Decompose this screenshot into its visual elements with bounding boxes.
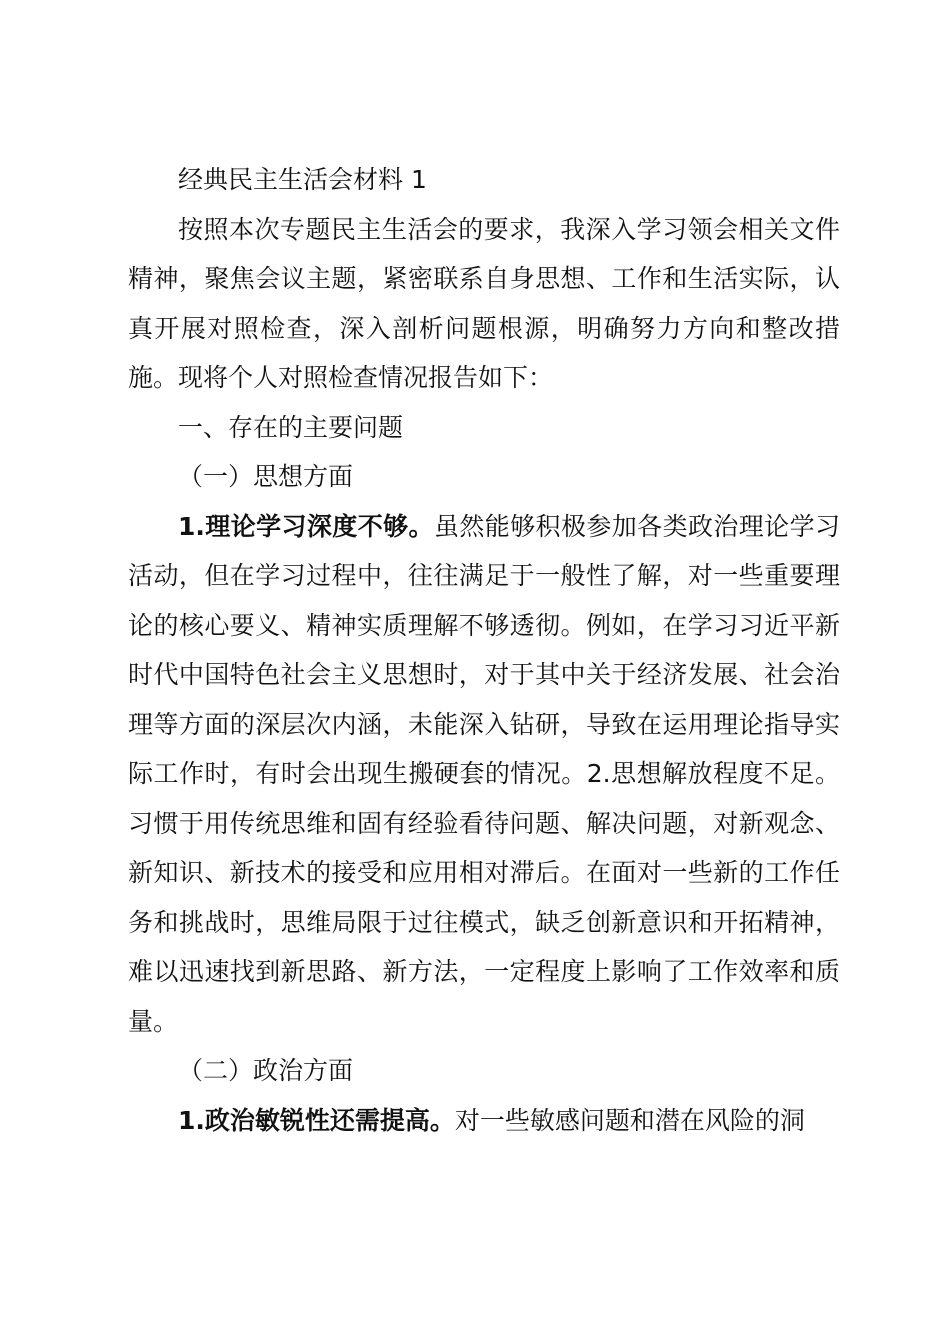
subsection-heading-thought: （一）思想方面 bbox=[178, 462, 354, 491]
paragraph-theory-study bbox=[128, 502, 840, 1047]
item-text-theory-study: 虽然能够积极参加各类政治理论学习活动，但在学习过程中，往往满足于一般性了解，对一些重要理论的核心要义、精神实质理解不够透彻。例如，在学习习近平新时代中国特色社会主义思想时，对于其中关于经济发展、社会治理等方面的深层次内涵，未能深入钻研，导致在运用理论指导实际工作时，有时会出现生搬硬套的情况。2.思想解放程度不足。习惯于用传统思维和固有经验看待问题、解决问题，对新观念、新知识、新技术的接受和应用相对滞后。在面对一些新的工作任务和挑战时，思维局限于过往模式，缺乏创新意识和开拓精神，难以迅速找到新思路、新方法，一定程度上影响了工作效率和质量。 bbox=[128, 511, 840, 1036]
intro-paragraph: 按照本次专题民主生活会的要求，我深入学习领会相关文件精神，聚焦会议主题，紧密联系自身思想、工作和生活实际，认真开展对照检查，深入剖析问题根源，明确努力方向和整改措施。现将个人对照检查情况报告如下： bbox=[128, 214, 840, 392]
section-heading: 一、存在的主要问题 bbox=[178, 412, 404, 442]
item-text-political-sensitivity: 对一些敏感问题和潜在风险的洞 bbox=[454, 1105, 805, 1135]
item-lead-political-sensitivity: 1.政治敏锐性还需提高。 bbox=[178, 1105, 455, 1135]
document-body bbox=[128, 155, 840, 1145]
document-title: 经典民主生活会材料 1 bbox=[178, 165, 427, 194]
paragraph-political-sensitivity bbox=[128, 1096, 840, 1146]
subsection-heading-politics: （二）政治方面 bbox=[178, 1056, 354, 1085]
item-lead-theory-study: 1.理论学习深度不够。 bbox=[178, 511, 434, 541]
